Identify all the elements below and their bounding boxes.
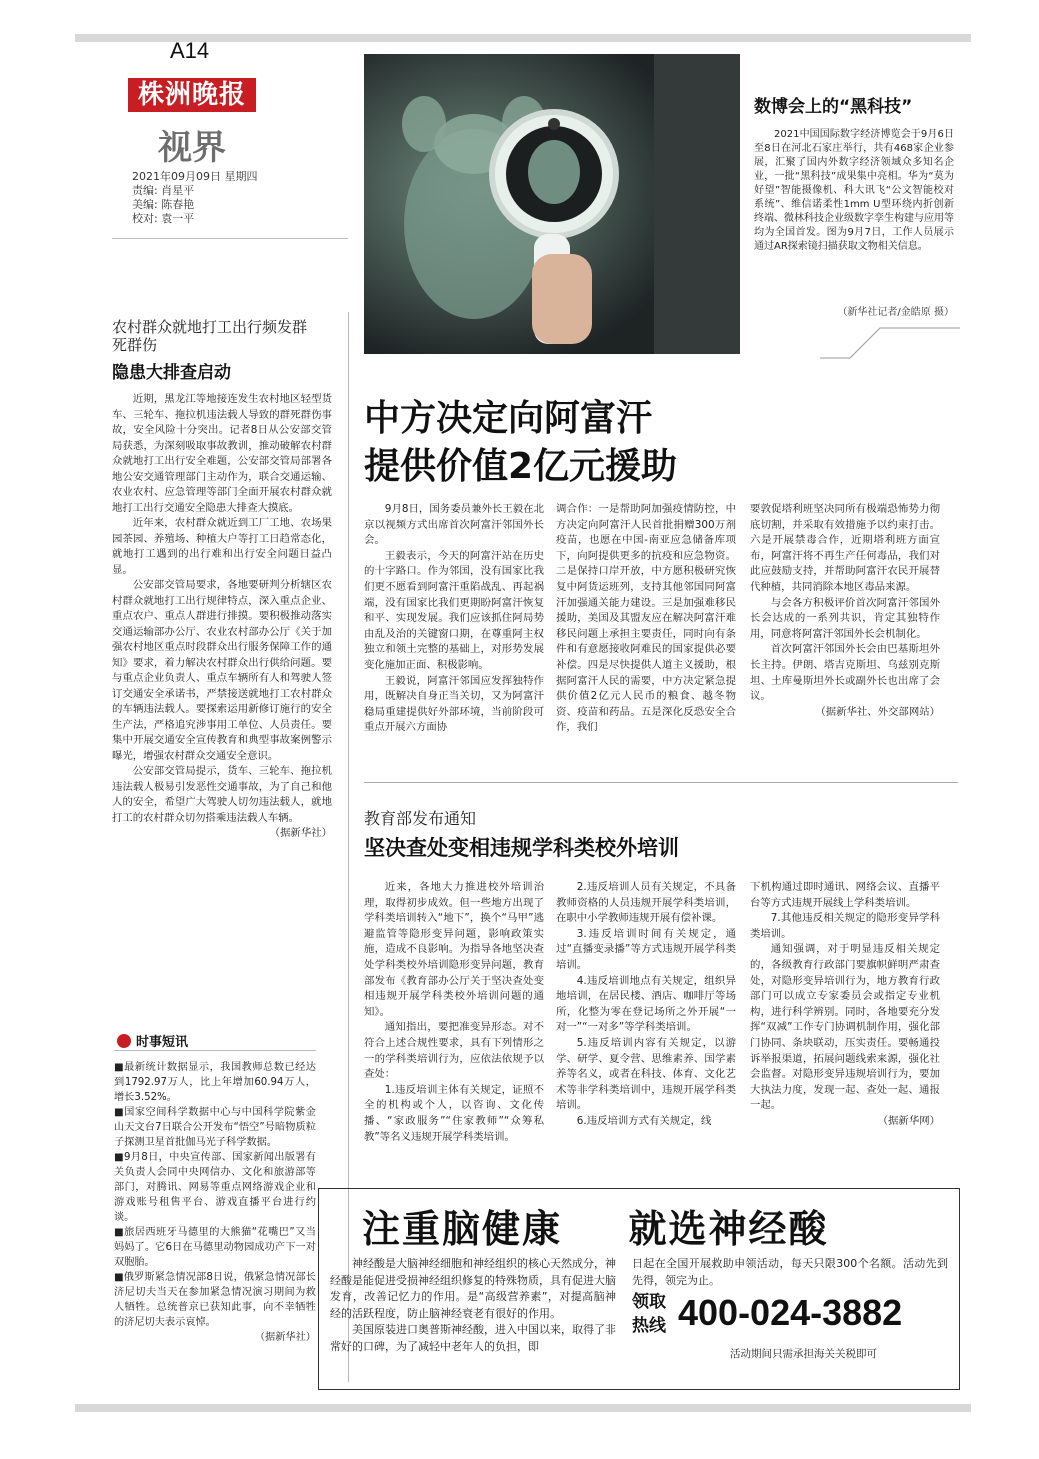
masthead-meta [132,170,258,226]
paragraph: 2.违反培训人员有关规定，不具备教师资格的人员违规开展学科类培训，在职中小学教师违规开展有偿补课。 [556,881,736,925]
left-article-title: 隐患大排查启动 [112,363,231,383]
page-number: A14 [170,38,210,63]
briefs-list [114,1060,316,1345]
ar-mirror-photo [364,54,740,354]
hotline-label: 领取 热线 [632,1292,666,1336]
advert-title [362,1198,829,1253]
afghan-col-2 [556,502,736,736]
left-article-credit: （据新华社） [269,827,332,839]
top-rule [75,34,971,42]
paragraph: 要敦促塔利班坚决同所有极端恐怖势力彻底切割，并采取有效措施予以约束打击。六是开展禁毒合作，近期塔利班方面宣布，阿富汗将不再生产任何毒品，我们对此应鼓励支持，并帮助阿富汗农民开展替代种植，共同消除本地区毒品来源。 [750,503,940,593]
left-divider-line [112,238,348,239]
briefs-heading: 时事短讯 [136,1035,189,1050]
brief-item: ■国家空间科学数据中心与中国科学院紫金山天文台7日联合公开发布“悟空”号暗物质粒子探测卫星首批伽马光子科学数据。 [114,1107,316,1148]
heart-icon [117,1034,131,1048]
afghan-col-3 [750,502,940,720]
photo-caption-text: 2021中国国际数字经济博览会于9月6日至8日在河北石家庄举行，共有468家企业参展，汇聚了国内外数字经济领域众多知名企业，一批“黑科技”成果集中亮相。华为“莫为好望”智能摄像机、科大讯飞“公文智能校对系统”、维信诺柔性1mm U型环绕内折创新终端、微林科技企业级数字孪生构建与应用等均为全国首发。图为9月7日，工作人员展示通过AR探索镜扫描获取文物相关信息。 [754,129,954,252]
designer-credit: 美编: 陈春艳 [132,198,195,211]
paragraph: 通知强调，对于明显违反相关规定的，各级教育行政部门要旗帜鲜明严肃查处，对隐形变异培训行为，地方教育行政部门可以成立专家委员会或指定专业机构，进行科学辨别。同时，各地要充分发挥“双减”工作专门协调机制作用，强化部门协同、条块联动，压实责任。要畅通投诉举报渠道，拓展问题线索来源，强化社会监督。对隐形变异违规培训行为，要加大执法力度，发现一起、查处一起、通报一起。 [750,943,940,1112]
paragraph: 近年来，农村群众就近到工厂工地、农场果园茶园、养殖场、种植大户等打工日趋常态化，就地打工遇到的出行难和出行安全问题日益凸显。 [112,517,332,576]
caption-leader-line [820,318,960,368]
paragraph: 公安部交管局要求，各地要研判分析辖区农村群众就地打工出行规律特点，深入重点企业、重点农户、重点人群进行排摸。要积极推动落实交通运输部办公厅、农业农村部办公厅《关于加强农村地区重点时段群众出行服务保障工作的通知》要求，着力解决农村群众出行供给问题。要与重点企业负责人、重点车辆所有人和驾驶人签订交通安全承诺书，严禁接送就地打工农村群众的车辆违法载人。要探索运用新修订施行的安全生产法，严格追究涉事用工单位、人员责任。要集中开展交通安全宣传教育和典型事故案例警示曝光，增强农村群众交通安全意识。 [112,579,332,762]
headline-line-1: 中方决定向阿富汗 [364,398,653,439]
briefs-rule [114,1050,316,1051]
paragraph: 1.违反培训主体有关规定，证照不全的机构或个人，以咨询、文化传播、“家政服务”“住家教师”“众筹私教”等名义违规开展学科类培训。 [364,1083,544,1143]
brief-item: ■最新统计数据显示，我国教师总数已经达到1792.97万人，比上年增加60.94万人，增长3.52%。 [114,1062,316,1103]
edu-col-3 [750,880,940,1130]
paragraph: 4.违反培训地点有关规定，组织异地培训，在居民楼、酒店、咖啡厅等场所，化整为零在登记场所之外开展“一对一”“一对多”等学科类培训。 [556,974,736,1034]
edu-pretitle: 教育部发布通知 [364,809,477,828]
paragraph: 3.违反培训时间有关规定，通过“直播变录播”等方式违规开展学科类培训。 [556,927,736,971]
brief-item: ■9月8日，中央宣传部、国家新闻出版署有关负责人会同中央网信办、文化和旅游部等部门，对腾讯、网易等重点网络游戏企业和游戏账号租售平台、游戏直播平台进行约谈。 [114,1152,316,1223]
paragraph: 神经酸是大脑神经细胞和神经组织的核心天然成分，神经酸是能促进受损神经组织修复的特殊物质，具有促进大脑发育，改善记忆力的作用。是“高级营养素”，对提高脑神经的活跃程度，防止脑神经衰老有很好的作用。 [330,1257,616,1320]
edu-col-2 [556,880,736,1130]
issue-date: 2021年09月09日 星期四 [132,170,258,183]
paragraph: 首次阿富汗邻国外长会由巴基斯坦外长主持。伊朗、塔吉克斯坦、乌兹别克斯坦、土库曼斯坦外长或副外长也出席了会议。 [750,643,940,703]
paragraph: 美国原装进口奥普斯神经酸，进入中国以来，取得了非常好的口碑，为了减轻中老年人的负担，即 [330,1323,616,1353]
left-article-pretitle: 农村群众就地打工出行频发群死群伤 [112,318,308,354]
briefs-heading-badge [114,1030,202,1052]
paragraph: 下机构通过即时通讯、网络会议、直播平台等方式违规开展线上学科类培训。 [750,881,940,909]
section-title: 视界 [158,128,226,168]
brief-item: ■旅居西班牙马德里的大熊猫“花嘴巴”又当妈妈了。它6日在马德里动物园成功产下一对双胞胎。 [114,1227,316,1268]
paragraph: 近期，黑龙江等地接连发生农村地区轻型货车、三轮车、拖拉机违法载人导致的群死群伤事故，安全风险十分突出。记者8日从公安部交管局获悉，为深刻吸取事故教训，推动破解农村群众就地打工出行安全难题，公安部交管局部署各地公安交通管理部门主动作为，联合交通运输、农业农村、应急管理等部门全面开展农村群众就地打工出行交通安全隐患大排查大摸底。 [112,393,332,514]
advert-title-left: 注重脑健康 [362,1207,563,1251]
editor-credit: 责编: 肖星平 [132,184,195,197]
edu-col-1 [364,880,544,1145]
advert-body-left [330,1256,616,1355]
advert-title-right: 就选神经酸 [628,1207,829,1251]
paragraph: 调合作：一是帮助阿加强疫情防控，中方决定向阿富汗人民首批捐赠300万剂疫苗，也愿在中国-南亚应急储备库项下，向阿提供更多的抗疫和应急物资。二是保持口岸开放，中方愿积极研究恢复中阿货运班列，支持其他邻国同阿富汗加强通关能力建设。三是加强难移民援助，美国及其盟友应在解决阿富汗难移民问题上承担主要责任，同时向有条件和有意愿接收阿难民的国家提供必要补偿。四是尽快提供人道主义援助，根据阿富汗人民的需要，中方决定紧急提供价值2亿元人民币的粮食、越冬物资、疫苗和药品。五是深化反恐安全合作，我们 [556,503,736,734]
paragraph: 9月8日，国务委员兼外长王毅在北京以视频方式出席首次阿富汗邻国外长会。 [364,503,544,547]
edu-credit: （据新华网） [877,1114,940,1127]
paragraph: 与会各方积极评价首次阿富汗邻国外长会达成的一系列共识，肯定其独特作用，同意将阿富汗邻国外长会机制化。 [750,596,940,640]
paragraph: 6.违反培训方式有关规定，线 [576,1114,712,1127]
proofreader-credit: 校对: 袁一平 [132,212,195,225]
paragraph: 王毅表示，今天的阿富汗站在历史的十字路口。作为邻国，没有国家比我们更不愿看到阿富汗重陷战乱、再起祸端，没有国家比我们更期盼阿富汗恢复和平、实现发展。我们应该抓住阿局势由乱及治的关键窗口期，在尊重阿主权独立和领土完整的基础上，对形势发展变化施加正面、积极影响。 [364,549,544,671]
headline-line-2: 提供价值2亿元援助 [364,446,678,487]
feature-photo [364,54,740,354]
newspaper-logo: 株洲晚报 [128,78,256,112]
paragraph: 王毅说，阿富汗邻国应发挥独特作用，既解决自身正当关切，又为阿富汗稳局重建提供好外部环境，当前阶段可重点开展六方面协 [364,674,544,734]
photo-caption-title: 数博会上的“黑科技” [754,97,913,117]
briefs-credit: （据新华社） [254,1332,316,1343]
section-divider [364,782,958,783]
advert-body-right: 日起在全国开展救助申领活动，每天只限300个名额。活动先到先得，领完为止。 [632,1257,948,1287]
afghan-credit: （据新华社、外交部网站） [815,705,940,718]
advert-footnote: 活动期间只需承担海关关税即可 [730,1348,877,1360]
photo-credit: （新华社记者/金皓原 摄） [837,307,954,318]
brief-item: ■俄罗斯紧急情况部8日说，俄紧急情况部长济尼切夫当天在参加紧急情况演习期间为救人牺牲。总统普京已获知此事，向不幸牺牲的济尼切夫表示哀悼。 [114,1272,316,1328]
paragraph: 7.其他违反相关规定的隐形变异学科类培训。 [750,912,940,940]
afghan-headline [364,395,677,491]
edu-title: 坚决查处变相违规学科类校外培训 [364,836,679,860]
paragraph: 公安部交管局提示，货车、三轮车、拖拉机违法载人极易引发恶性交通事故，为了自己和他人的安全，希望广大驾驶人切勿违法载人，就地打工的农村群众切勿搭乘违法载人车辆。 [112,765,332,824]
paragraph: 近来，各地大力推进校外培训治理，取得初步成效。但一些地方出现了学科类培训转入“地下”，换个“马甲”逃避监管等隐形变异问题，影响政策实施，造成不良影响。为指导各地坚决查处学科类校外培训隐形变异问题，教育部发布《教育部办公厅关于坚决查处变相违规开展学科类校外培训问题的通知》。 [364,881,544,1018]
hotline-number: 400-024-3882 [678,1292,903,1333]
paragraph: 通知指出，要把准变异形态。对不符合上述合规性要求，具有下列情形之一的学科类培训行为，应依法依规予以查处： [364,1021,544,1081]
afghan-col-1 [364,502,544,736]
left-article-body [112,392,332,842]
bottom-rule [75,1404,971,1412]
paragraph: 5.违反培训内容有关规定，以游学、研学、夏令营、思维素养、国学素养等名义，或者在科技、体育、文化艺术等非学科类培训中，违规开展学科类培训。 [556,1036,736,1112]
